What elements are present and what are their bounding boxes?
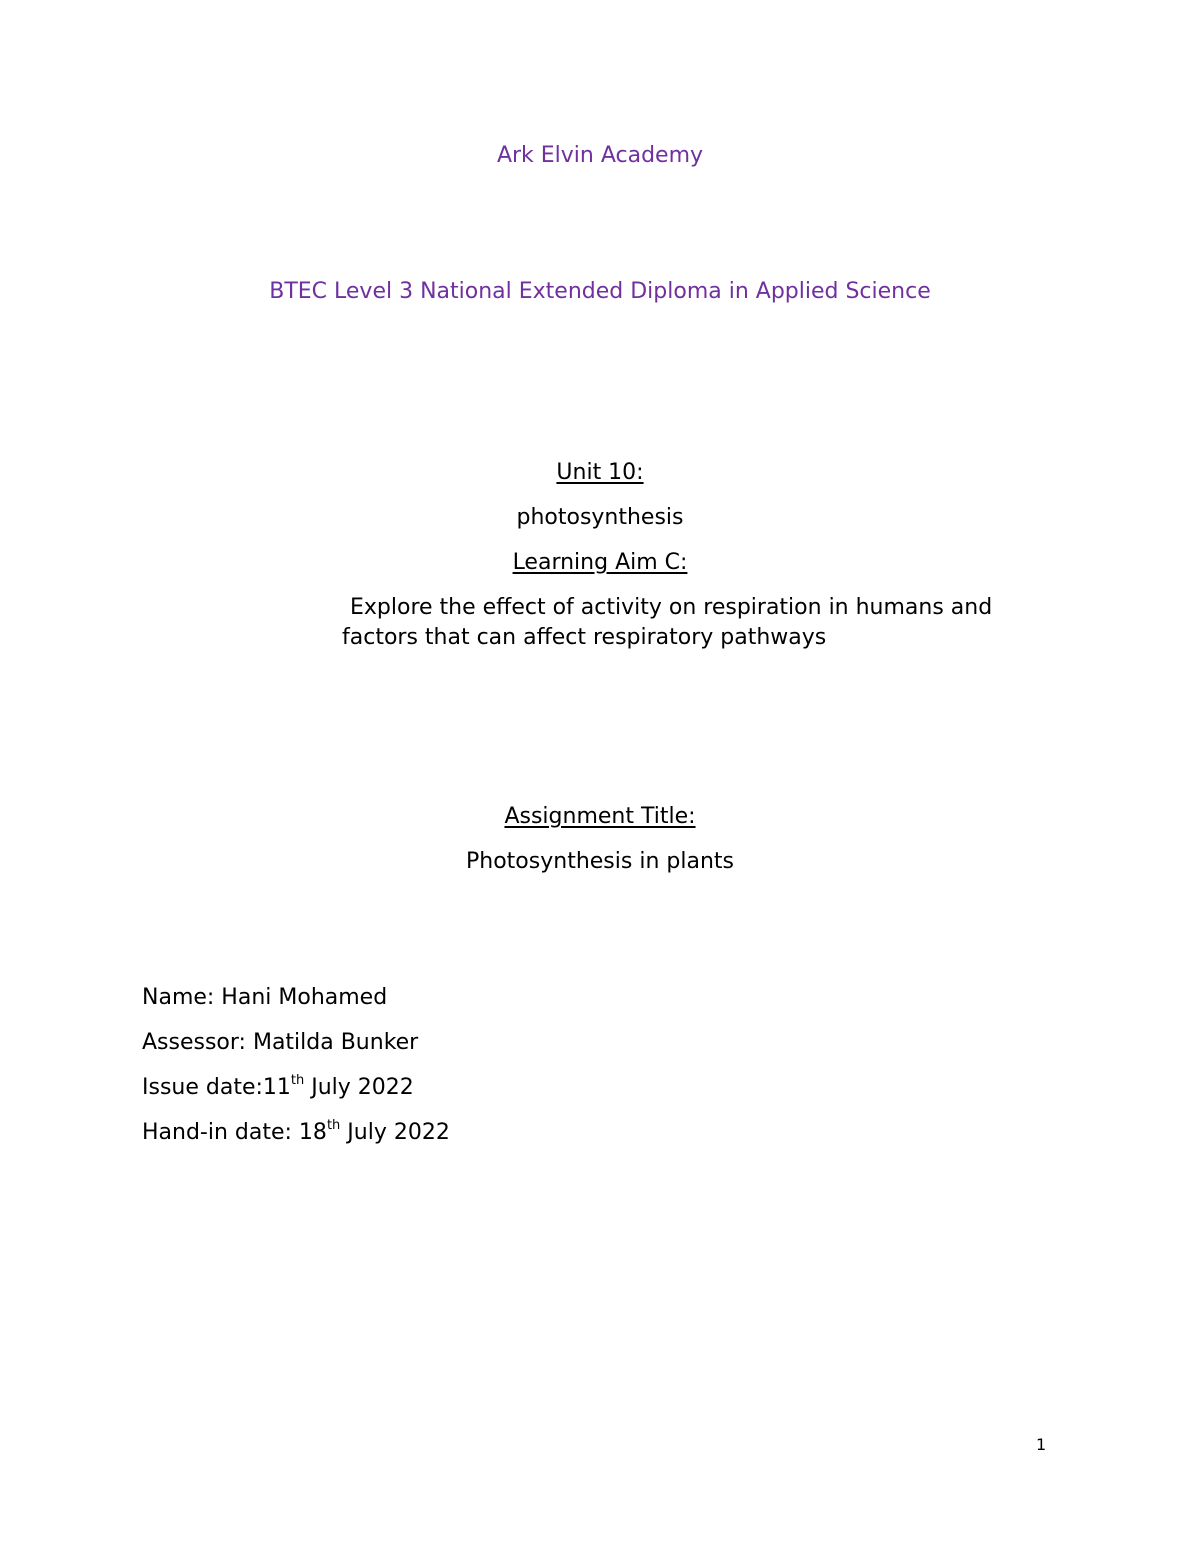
hand-in-date-suffix: July 2022: [340, 1120, 450, 1145]
learning-aim-label: Learning Aim C:: [512, 550, 688, 575]
learning-aim-line-2: factors that can affect respiratory pathways: [342, 625, 827, 650]
learning-aim-label-line: [0, 549, 1200, 577]
unit-label: Unit 10:: [556, 460, 644, 485]
learning-aim-line-1: Explore the effect of activity on respiration in humans and: [350, 595, 993, 620]
issue-date: [142, 1074, 414, 1102]
assignment-label-line: [0, 803, 1200, 831]
issue-date-suffix: July 2022: [304, 1075, 414, 1100]
unit-name: photosynthesis: [516, 505, 684, 530]
issue-date-prefix: Issue date:11: [142, 1075, 291, 1100]
unit-label-line: [0, 459, 1200, 487]
school-name: Ark Elvin Academy: [496, 143, 704, 168]
hand-in-date: [142, 1119, 450, 1147]
hand-in-date-prefix: Hand-in date: 18: [142, 1120, 327, 1145]
page-number: 1: [1036, 1435, 1047, 1454]
issue-date-ordinal: th: [290, 1072, 305, 1088]
assignment-title: Photosynthesis in plants: [466, 849, 734, 874]
assignment-label: Assignment Title:: [504, 804, 696, 829]
student-name: Name: Hani Mohamed: [142, 985, 388, 1010]
assessor-name: Assessor: Matilda Bunker: [142, 1030, 419, 1055]
hand-in-date-ordinal: th: [326, 1117, 341, 1133]
course-title: BTEC Level 3 National Extended Diploma in Applied Science: [269, 279, 931, 304]
